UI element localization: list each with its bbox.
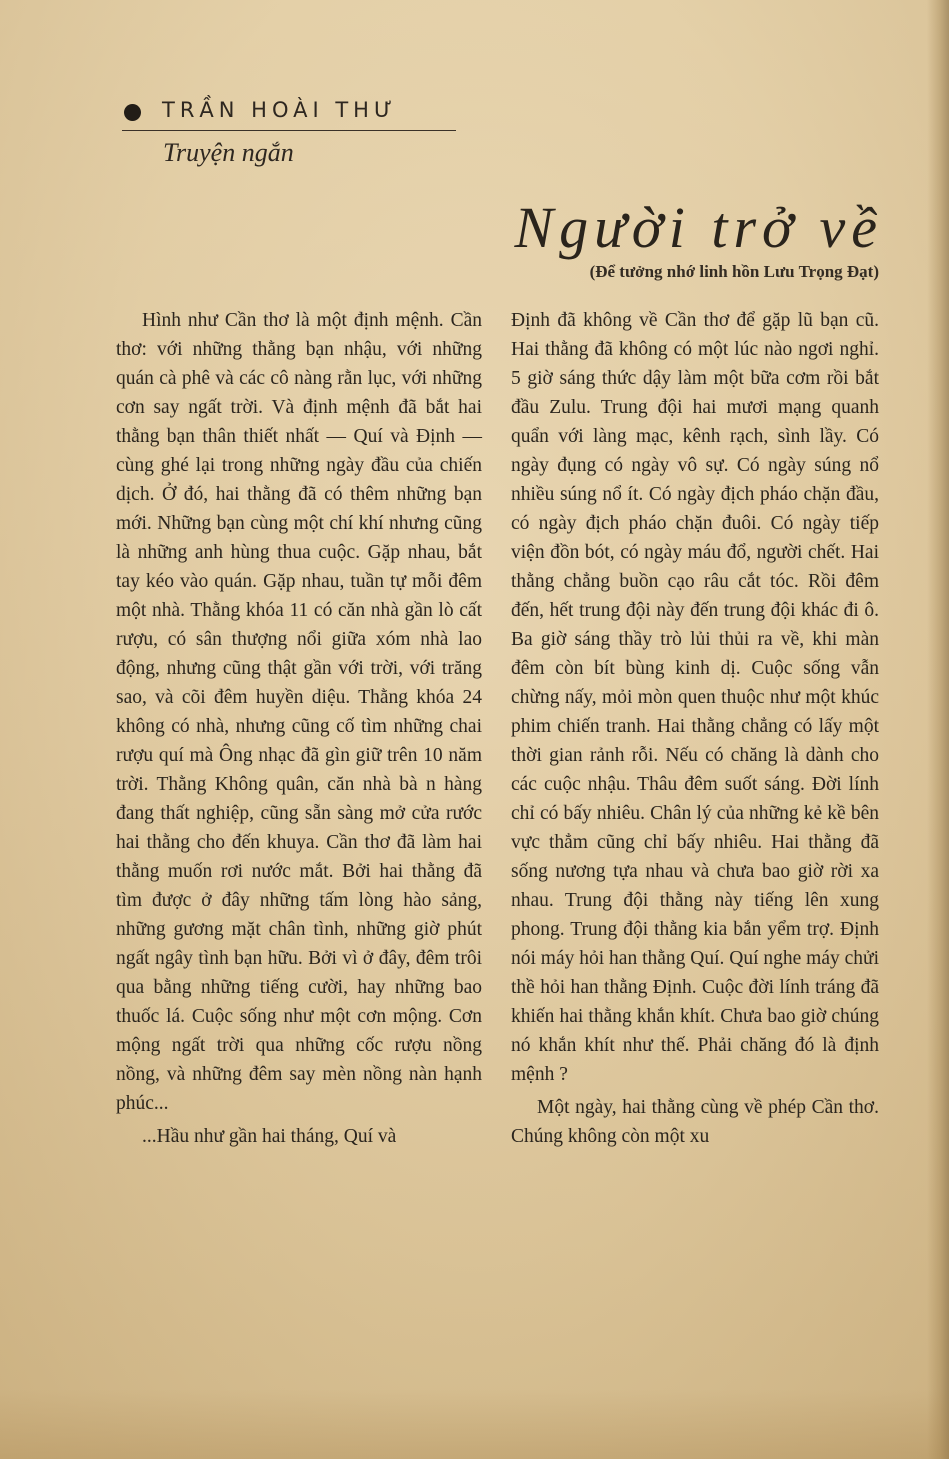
bullet-icon [124,104,141,121]
paragraph: Hình như Cần thơ là một định mệnh. Cần thơ: với những thằng bạn nhậu, với những quán cà phê và các cô nàng rằn lục, với những cơn say ngất trời. Và định mệnh đã bắt hai thằng bạn thân thiết nhất — Quí và Định — cùng ghé lại trong những ngày đầu của chiến dịch. Ở đó, hai thằng đã có thêm những bạn mới. Những bạn cùng một chí khí nhưng cũng là những anh hùng thua cuộc. Gặp nhau, bắt tay kéo vào quán. Gặp nhau, tuần tự mỗi đêm một nhà. Thằng khóa 11 có căn nhà gần lò cất rượu, có sân thượng nổi giữa xóm nhà lao động, nhưng cũng thật gần với trời, với trăng sao, và cõi đêm huyền diệu. Thằng khóa 24 không có nhà, nhưng cũng cố tìm những chai rượu quí mà Ông nhạc đã gìn giữ trên 10 năm trời. Thằng Không quân, căn nhà bà n hàng đang thất nghiệp, cũng sẵn sàng mở cửa rước hai thằng cho đến khuya. Cần thơ đã làm hai thằng muốn rơi nước mắt. Bởi hai thằng đã tìm được ở đây những tấm lòng hào sảng, những gương mặt chân tình, những giờ phút ngất ngây tình bạn hữu. Bởi vì ở đây, đêm trôi qua bằng những tiếng cười, hay những bao thuốc lá. Cuộc sống như một cơn mộng. Cơn mộng ngất trời qua những cốc rượu nồng nồng, và những đêm say mèn nồng nàn hạnh phúc... [116,310,482,1114]
page-edge-shadow [927,0,949,1459]
author-name: TRẦN HOÀI THƯ [162,98,397,122]
paragraph: Định đã không về Cần thơ để gặp lũ bạn cũ. Hai thằng đã không có một lúc nào ngơi nghỉ. 5 giờ sáng thức dậy làm một bữa cơm rồi bắt đầu Zulu. Trung đội hai mươi mạng quanh quẩn với làng mạc, kênh rạch, sình lầy. Có ngày đụng có ngày vô sự. Có ngày súng nổ nhiều súng nổ ít. Có ngày địch pháo chặn đầu, có ngày địch pháo chặn đuôi. Có ngày tiếp viện đồn bót, có ngày máu đổ, người chết. Hai thằng chẳng buồn cạo râu cắt tóc. Rồi đêm đến, hết trung đội này đến trung đội khác đi ô. Ba giờ sáng thầy trò lủi thủi ra về, khi màn đêm còn bít bùng kinh dị. Cuộc sống vẫn chừng nấy, mỏi mòn quen thuộc như một khúc phim chiến tranh. Hai thằng chẳng có lấy một thời gian rảnh rỗi. Nếu có chăng là dành cho các cuộc nhậu. Thâu đêm suốt sáng. Đời lính chỉ có bấy nhiêu. Chân lý của những kẻ kề bên vực thẳm cũng chỉ bấy nhiêu. Hai thằng đã sống nương tựa nhau và chưa bao giờ rời xa nhau. Trung đội thằng này tiếng lên xung phong. Trung đội thằng kia bắn yểm trợ. Định nói máy hỏi han thằng Quí. Quí nghe máy chửi thề hỏi han thằng Định. Cuộc đời lính tráng đã khiến hai thằng khắn khít. Chưa bao giờ chúng nó khắn khít như thế. Phải chăng đó là định mệnh ? [511,310,880,1085]
paragraph: ...Hầu như gần hai tháng, Quí và [142,1126,397,1147]
story-title: Người trở về [514,195,883,260]
paragraph: Một ngày, hai thằng cùng về phép Cần thơ. Chúng không còn một xu [511,1097,879,1147]
left-column [116,306,482,1366]
genre-label: Truyện ngắn [163,138,294,167]
author-header [122,96,456,131]
dedication: (Để tưởng nhớ linh hồn Lưu Trọng Đạt) [589,262,879,281]
right-column [511,306,879,1366]
page-bottom-shadow [0,1389,949,1459]
